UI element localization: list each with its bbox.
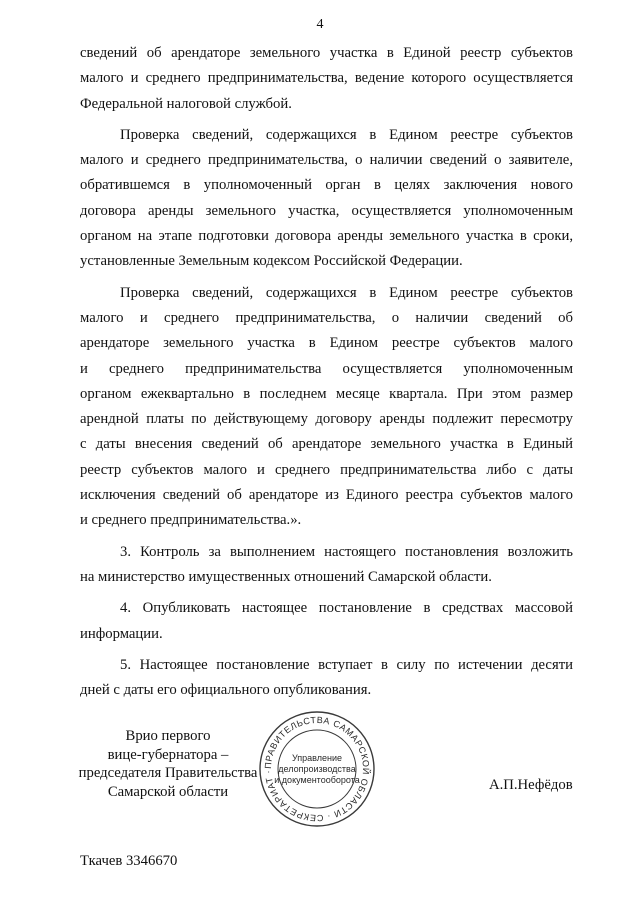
text-line: реестр субъектов малого и среднего предпринимательства либо с даты: [80, 461, 573, 478]
position-line: вице-губернатора –: [107, 746, 229, 763]
text-line: и среднего предпринимательства осуществляется уполномоченным: [80, 360, 573, 377]
stamp-inner-text: [258, 753, 376, 786]
text-line: 3. Контроль за выполнением настоящего постановления возложить: [120, 543, 573, 560]
position-line: Врио первого: [125, 728, 211, 744]
text-line: 5. Настоящее постановление вступает в силу по истечении десяти: [120, 656, 573, 673]
text-line: на министерство имущественных отношений Самарской области.: [80, 568, 492, 585]
paragraph-item-3: [80, 540, 573, 591]
signatory-position: [68, 727, 268, 801]
text-line: и среднего предпринимательства.».: [80, 512, 302, 529]
stamp-inner-line: и документооборота: [274, 775, 360, 785]
stamp-ring-text: ПРАВИТЕЛЬСТВА САМАРСКОЙ ОБЛАСТИ · СЕКРЕТАРИАТ ·: [262, 714, 372, 824]
text-line: обратившемся в уполномоченный орган в целях заключения нового: [80, 177, 573, 194]
text-line: 4. Опубликовать настоящее постановление в средствах массовой: [120, 600, 573, 617]
page-number: 4: [316, 17, 324, 32]
paragraph-item-5: [80, 653, 573, 704]
text-line: установленные Земельным кодексом Российской Федерации.: [80, 253, 463, 270]
official-stamp: [258, 710, 376, 828]
document-body: [80, 41, 573, 709]
stamp-inner-line: делопроизводства: [278, 764, 356, 774]
text-line: дней с даты его официального опубликования.: [80, 682, 372, 699]
text-line: Федеральной налоговой службой.: [80, 95, 292, 112]
position-line: Самарской области: [107, 783, 229, 800]
executor-contact: Ткачев 3346670: [80, 853, 178, 869]
text-line: малого и среднего предпринимательства, ведение которого осуществляется: [80, 70, 573, 87]
text-line: информации.: [80, 625, 163, 642]
position-line: председателя Правительства: [78, 765, 258, 781]
text-line: Проверка сведений, содержащихся в Едином реестре субъектов: [120, 126, 573, 143]
paragraph-tenant-check: [80, 281, 573, 534]
text-line: исключения сведений об арендаторе из Единого реестра субъектов малого: [80, 487, 573, 504]
text-line: органом на этапе подготовки договора аренды земельного участка в сроки,: [80, 228, 573, 245]
text-line: с даты внесения сведений об арендаторе земельного участка в Единый: [80, 436, 573, 453]
text-line: малого и среднего предпринимательства, о наличии сведений о заявителе,: [80, 152, 573, 169]
text-line: сведений об арендаторе земельного участка в Единой реестр субъектов: [80, 45, 573, 61]
paragraph-item-4: [80, 596, 573, 647]
signer-name: А.П.Нефёдов: [489, 777, 573, 793]
text-line: Проверка сведений, содержащихся в Едином реестре субъектов: [120, 284, 573, 301]
stamp-inner-line: Управление: [291, 753, 343, 763]
text-line: арендной платы по действующему договору аренды подлежит пересмотру: [80, 411, 573, 428]
text-line: малого и среднего предпринимательства, о наличии сведений об: [80, 309, 573, 326]
paragraph-continuation: [80, 41, 573, 117]
paragraph-applicant-check: [80, 123, 573, 275]
text-line: органом ежеквартально в последнем месяце квартала. При этом размер: [80, 385, 573, 402]
text-line: договора аренды земельного участка, осуществляется уполномоченным: [80, 202, 573, 219]
text-line: арендаторе земельного участка в Едином реестре субъектов малого: [80, 335, 573, 352]
